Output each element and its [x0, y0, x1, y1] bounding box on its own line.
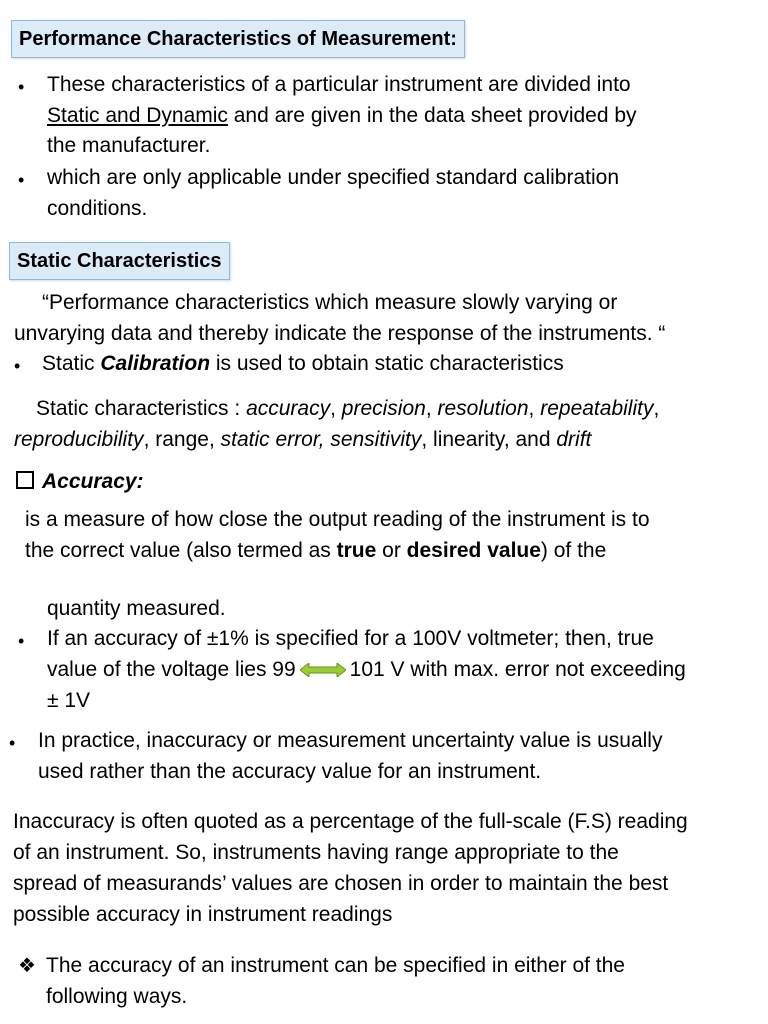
sep: ,	[653, 397, 660, 420]
term-static-error-sensitivity: static error, sensitivity	[220, 428, 422, 451]
intro-bullet1-line2-rest: and are given in the data sheet provided by	[227, 104, 637, 127]
calibration-pre: Static	[42, 352, 101, 375]
accuracy-heading	[16, 467, 144, 497]
sep: ,	[425, 397, 438, 420]
bullet-icon: •	[9, 733, 16, 753]
double-arrow-icon	[300, 663, 346, 677]
bullet-icon: •	[18, 631, 25, 651]
quote-line1: “Performance characteristics which measure slowly varying or	[42, 291, 618, 314]
diamond-bullet-icon: ❖	[18, 955, 36, 977]
practice-line2: used rather than the accuracy value for an instrument.	[38, 760, 542, 783]
quote-line2: unvarying data and thereby indicate the response of the instruments. “	[14, 322, 666, 345]
bullet-icon: •	[18, 77, 25, 97]
final-line1: The accuracy of an instrument can be specified in either of the	[46, 954, 625, 977]
term-drift: drift	[556, 428, 592, 451]
example-line2	[47, 655, 686, 685]
static-list-label: Static characteristics :	[36, 397, 247, 420]
term-repeatability: repeatability	[540, 397, 654, 420]
inaccuracy-line1: Inaccuracy is often quoted as a percentage of the full-scale (F.S) reading	[13, 810, 688, 833]
intro-bullet1-line3: the manufacturer.	[47, 134, 211, 157]
term-desired-value: desired value	[406, 539, 541, 562]
static-list-line2	[14, 425, 591, 455]
term-linearity: , linearity, and	[421, 428, 557, 451]
term-true: true	[336, 539, 377, 562]
inaccuracy-line3: spread of measurands’ values are chosen in order to maintain the best	[13, 872, 669, 895]
calibration-line	[42, 349, 564, 379]
accuracy-def-or: or	[376, 539, 407, 562]
term-precision: precision	[341, 397, 426, 420]
term-range: , range,	[143, 428, 221, 451]
example-line1: If an accuracy of ±1% is specified for a 100V voltmeter; then, true	[47, 627, 654, 650]
static-list-line1	[36, 394, 659, 424]
term-resolution: resolution	[437, 397, 529, 420]
sep: ,	[330, 397, 342, 420]
term-reproducibility: reproducibility	[14, 428, 144, 451]
sep: ,	[528, 397, 541, 420]
accuracy-def-post: ) of the	[540, 539, 607, 562]
calibration-term: Calibration	[100, 352, 211, 375]
accuracy-def-pre: the correct value (also termed as	[25, 539, 337, 562]
accuracy-def-line1: is a measure of how close the output reading of the instrument is to	[25, 508, 650, 531]
checkbox-icon	[16, 471, 34, 489]
accuracy-heading-text: Accuracy:	[42, 470, 144, 493]
calibration-post: is used to obtain static characteristics	[210, 352, 564, 375]
inaccuracy-line2: of an instrument. So, instruments having range appropriate to the	[13, 841, 619, 864]
term-accuracy: accuracy	[246, 397, 331, 420]
accuracy-def-line3: quantity measured.	[47, 597, 226, 620]
intro-bullet2-line2: conditions.	[47, 197, 148, 220]
inaccuracy-line4: possible accuracy in instrument readings	[13, 903, 393, 926]
intro-bullet2-line1: which are only applicable under specified standard calibration	[47, 166, 620, 189]
final-line2: following ways.	[46, 985, 188, 1008]
bullet-icon: •	[18, 170, 25, 190]
section-heading-performance: Performance Characteristics of Measurement:	[11, 20, 465, 58]
example-line2-pre: value of the voltage lies 99	[47, 658, 296, 681]
example-line2-post: 101 V with max. error not exceeding	[349, 658, 686, 681]
intro-bullet1-line1: These characteristics of a particular instrument are divided into	[47, 73, 631, 96]
accuracy-def-line2	[25, 536, 606, 566]
bullet-icon: •	[14, 356, 21, 376]
section-heading-static: Static Characteristics	[9, 242, 230, 280]
intro-bullet1-line2	[47, 101, 637, 131]
static-dynamic-underlined: Static and Dynamic	[47, 104, 228, 127]
practice-line1: In practice, inaccuracy or measurement uncertainty value is usually	[38, 729, 663, 752]
example-line3: ± 1V	[47, 689, 91, 712]
